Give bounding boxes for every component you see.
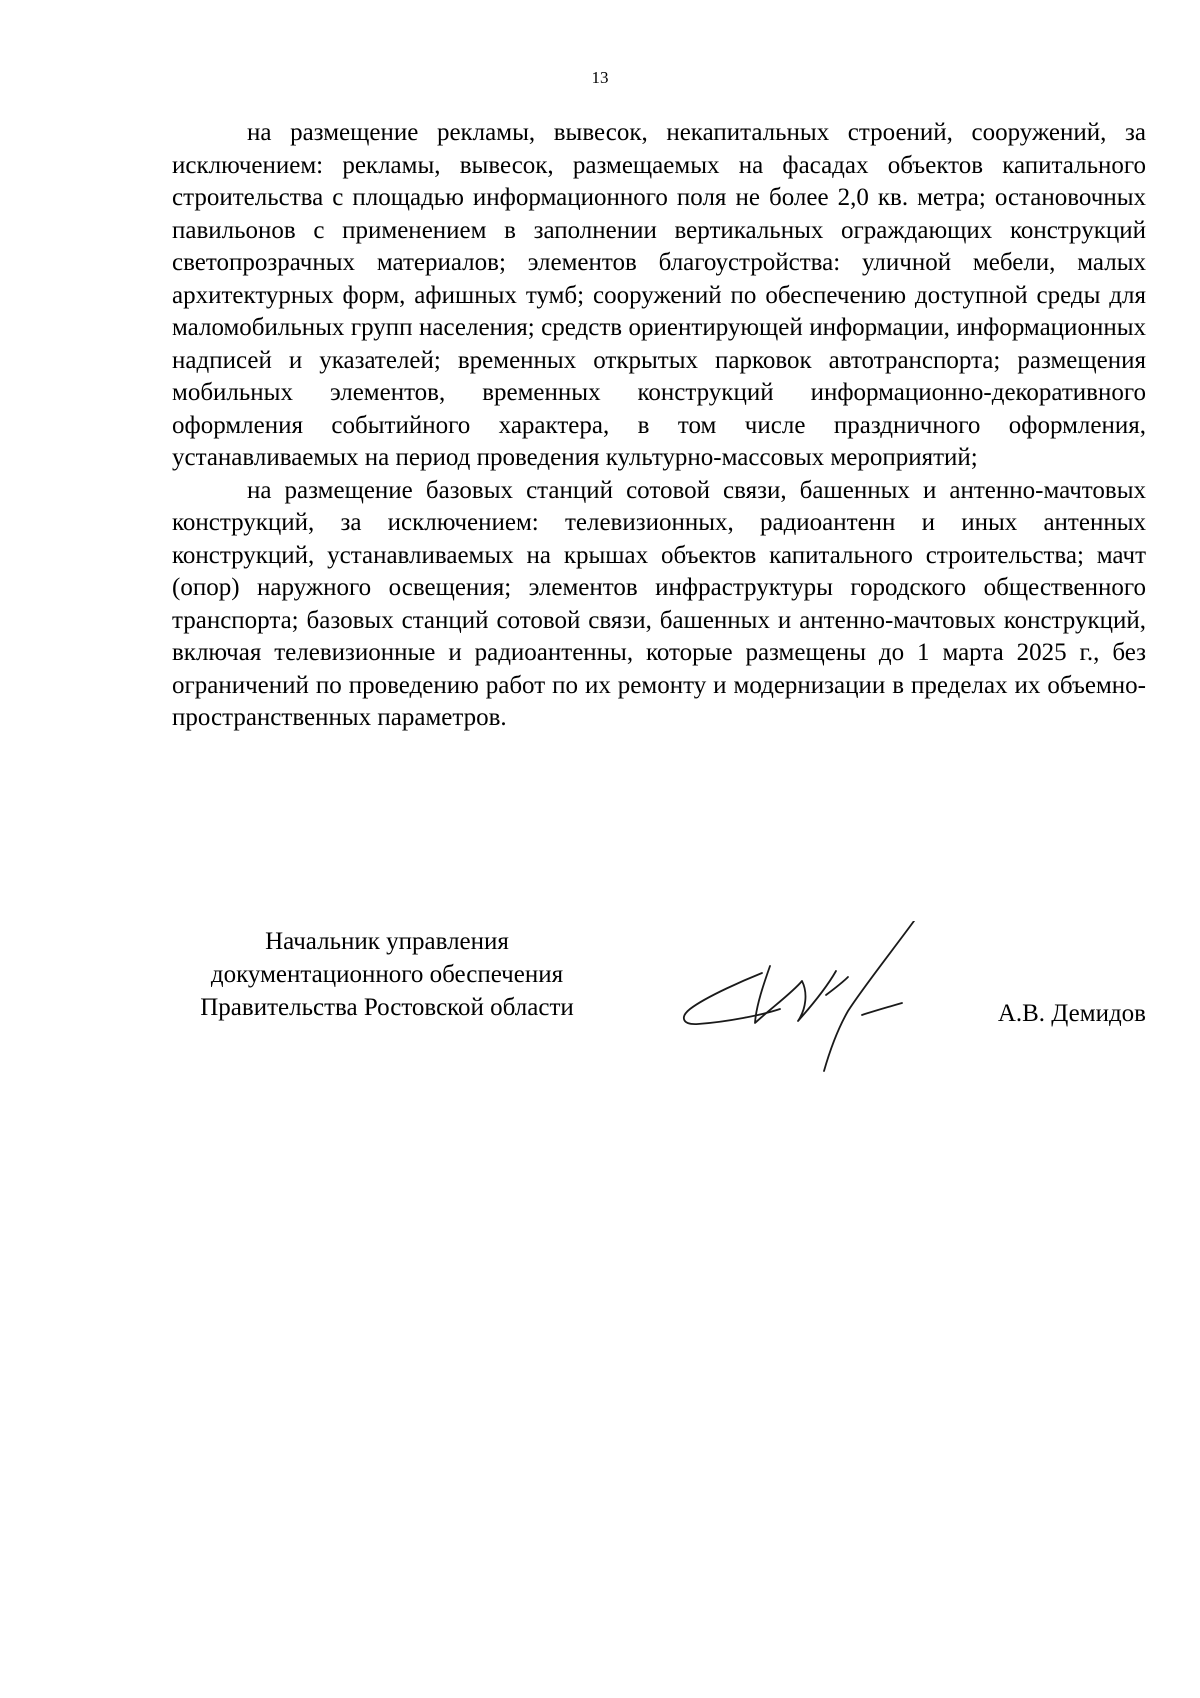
signature-stroke-tail: [826, 977, 848, 995]
signer-name: А.В. Демидов: [997, 1000, 1146, 1027]
signer-position-line-1: Начальник управления: [265, 928, 509, 955]
signature-block: [172, 925, 1146, 1065]
signer-position-line-2: документационного обеспечения: [210, 961, 564, 988]
signer-position: [172, 925, 602, 1024]
signature-stroke-letter: [755, 966, 836, 1023]
signer-position-line-3: Правительства Ростовской области: [200, 994, 574, 1021]
signature-stroke-long: [824, 921, 914, 1071]
page-number: 13: [591, 68, 609, 87]
paragraph-cellular-exceptions: на размещение базовых станций сотовой связи, башенных и антенно-мачтовых конструкций, за исключением: телевизионных, радиоантенн и иных антенных конструкций, устанавливаемых на крышах объектов капитального строительства; мачт (опор) наружного освещения; элементов инфраструктуры городского общественного транспорта; базовых станций сотовой связи, башенных и антенно-мачтовых конструкций, включая телевизионные и радиоантенны, которые размещены до 1 марта 2025 г., без ограничений по проведению работ по их ремонту и модернизации в пределах их объемно-пространственных параметров.: [172, 476, 1146, 731]
document-body: [172, 117, 1146, 735]
handwritten-signature: [652, 921, 952, 1076]
paragraph-advertising-exceptions: на размещение рекламы, вывесок, некапитальных строений, сооружений, за исключением: рекламы, вывесок, размещаемых на фасадах объектов капитального строительства с площадью информационного поля не более 2,0 кв. метра; остановочных павильонов с применением в заполнении вертикальных ограждающих конструкций светопрозрачных материалов; элементов благоустройства: уличной мебели, малых архитектурных форм, афишных тумб; сооружений по обеспечению доступной среды для маломобильных групп населения; средств ориентирующей информации, информационных надписей и указателей; временных открытых парковок автотранспорта; размещения мобильных элементов, временных конструкций информационно-декоративного оформления событийного характера, в том числе праздничного оформления, устанавливаемых на период проведения культурно-массовых мероприятий;: [172, 119, 1146, 471]
signature-stroke-dash: [862, 1003, 902, 1015]
